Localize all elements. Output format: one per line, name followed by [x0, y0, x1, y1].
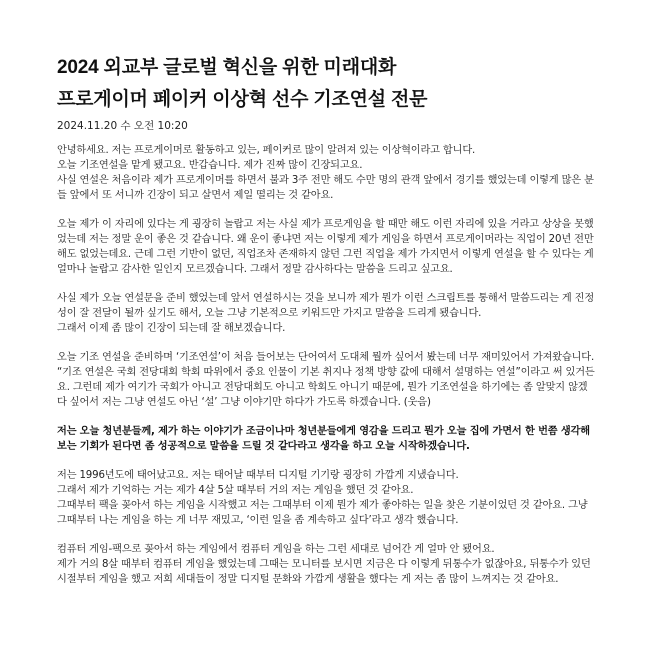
text-line: 사실 연설은 처음이라 제가 프로게이머를 하면서 불과 3주 전만 해도 수만 명의 관객 앞에서 경기를 했었는데 이렇게 많은 분	[57, 175, 594, 186]
text-line: 사실 제가 오늘 연설문을 준비 했었는데 앞서 연설하시는 것을 보니까 제가 뭔가 이런 스크립트를 통해서 말씀드리는 게 진정	[57, 293, 595, 304]
text-line: 저는 오늘 청년분들께, 제가 하는 이야기가 조금이나마 청년분들에게 영감을 드리고 뭔가 오늘 집에 가면서 한 번쯤 생각해	[57, 426, 590, 437]
text-line: 오늘 기조 연설을 준비하며 ‘기조연설’이 처음 들어보는 단어여서 도대체 뭘까 싶어서 봤는데 너무 재미있어서 가져왔습니다.	[57, 352, 595, 363]
paragraph-3	[57, 291, 620, 336]
article-title	[57, 52, 620, 116]
text-line: 해도 없었는데요. 근데 그런 기반이 없던, 직업조차 존재하지 않던 그런 직업을 제가 가지면서 이렇게 연설을 할 수 있다는 게	[57, 249, 594, 260]
text-line: “기조 연설은 국회 전당대회 학회 따위에서 중요 인물이 기본 취지나 정책 방향 값에 대해서 설명하는 연설”이라고 써 있거든	[57, 367, 595, 378]
text-line: 그때부터 팩을 꽂아서 하는 게임을 시작했고 저는 그때부터 이제 뭔가 제가 좋아하는 일을 찾은 기분이었던 것 같아요. 그냥	[57, 500, 588, 511]
text-line: 었는데 저는 정말 운이 좋은 것 같습니다. 왜 운이 좋냐면 저는 이렇게 제가 게임을 하면서 프로게이머라는 직업이 20년 전만	[57, 234, 594, 245]
text-line: 오늘 제가 이 자리에 있다는 게 굉장히 놀랍고 저는 사실 제가 프로게임을 할 때만 해도 이런 자리에 있을 거라고 상상을 못했	[57, 219, 594, 230]
text-line: 그래서 이제 좀 많이 긴장이 되는데 잘 해보겠습니다.	[57, 323, 286, 334]
publish-date: 2024.11.20 수 오전 10:20	[57, 120, 188, 132]
text-line: 다 싶어서 저는 그냥 연설도 아닌 ‘설’ 그냥 이야기만 하다가 가도록 하겠습니다. (웃음)	[57, 397, 431, 408]
text-line: 요. 그런데 제가 여기가 국회가 아니고 전당대회도 아니고 학회도 아니기 때문에, 뭔가 기조연설을 하기에는 좀 알맞지 않겠	[57, 382, 588, 393]
text-line: 성이 잘 전달이 될까 싶기도 해서, 오늘 그냥 기본적으로 키워드만 가지고 말씀을 드리게 됐습니다.	[57, 308, 482, 319]
text-line: 오늘 기조연설을 맡게 됐고요. 반갑습니다. 제가 진짜 많이 긴장되고요.	[57, 160, 363, 171]
text-line: 저는 1996년도에 태어났고요. 저는 태어날 때부터 디지털 기기랑 굉장히 가깝게 지냈습니다.	[57, 470, 459, 481]
text-line: 얼마나 놀랍고 감사한 일인지 모르겠습니다. 그래서 정말 감사하다는 말씀을 드리고 싶고요.	[57, 264, 453, 275]
text-line: 그래서 제가 기억하는 거는 제가 4살 5살 때부터 거의 저는 게임을 했던 것 같아요.	[57, 485, 414, 496]
text-line: 그때부터 나는 게임을 하는 게 너무 재밌고, ‘이런 일을 좀 계속하고 싶다’라고 생각 했습니다.	[57, 515, 459, 526]
text-line: 안녕하세요. 저는 프로게이머로 활동하고 있는, 페이커로 많이 알려져 있는 이상혁이라고 합니다.	[57, 145, 476, 156]
text-line: 제가 거의 8살 때부터 컴퓨터 게임을 했었는데 그때는 모니터를 보시면 지금은 다 이렇게 뒤통수가 없잖아요, 뒤통수가 있던	[57, 559, 591, 570]
text-line: 보는 기회가 된다면 좀 성공적으로 말씀을 드릴 것 같다라고 생각을 하고 오늘 시작하겠습니다.	[57, 441, 470, 452]
paragraph-6	[57, 468, 620, 528]
text-line: 시절부터 게임을 했고 저희 세대들이 정말 디지털 문화와 가깝게 생활을 했다는 게 저는 좀 많이 느껴지는 것 같아요.	[57, 574, 559, 585]
title-line-2: 프로게이머 페이커 이상혁 선수 기조연설 전문	[57, 89, 428, 110]
text-line: 들 앞에서 또 서니까 긴장이 되고 살면서 제일 떨리는 것 같아요.	[57, 190, 334, 201]
paragraph-2	[57, 217, 620, 277]
text-line: 컴퓨터 게임-팩으로 꽂아서 하는 게임에서 컴퓨터 게임을 하는 그런 세대로 넘어간 게 얼마 안 됐어요.	[57, 544, 495, 555]
paragraph-1	[57, 143, 620, 203]
paragraph-7	[57, 542, 620, 587]
title-line-1: 2024 외교부 글로벌 혁신을 위한 미래대화	[57, 57, 397, 78]
paragraph-4	[57, 350, 620, 410]
paragraph-5-emphasis	[57, 424, 620, 454]
